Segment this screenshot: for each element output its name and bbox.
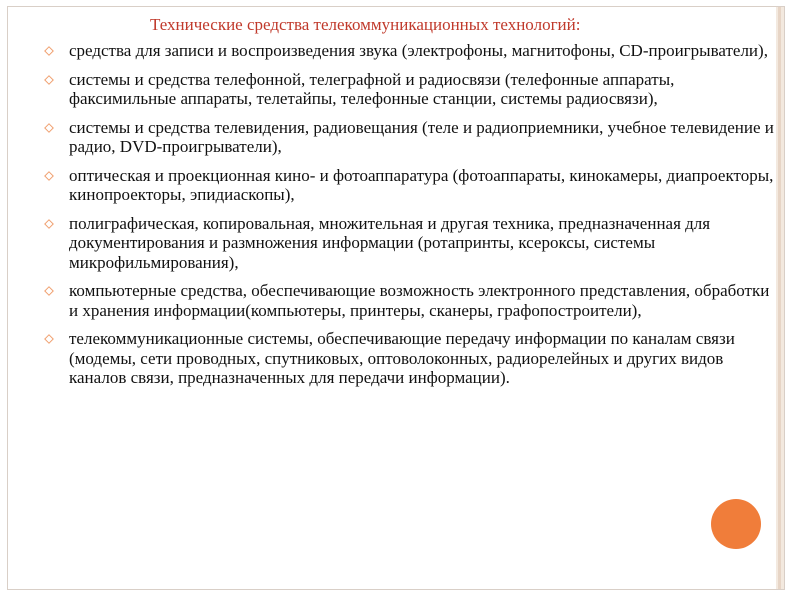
list-item: [44, 214, 779, 273]
hollow-diamond-icon: [44, 123, 54, 133]
hollow-diamond-icon: [44, 219, 54, 229]
list-item: [44, 166, 779, 205]
list-item: [44, 41, 779, 61]
list-item-text: полиграфическая, копировальная, множительная и другая техника, предназначенная для документирования и размножения информации (ротапринты, ксероксы, системы микрофильмирования),: [69, 213, 711, 272]
list-item-text: оптическая и проекционная кино- и фотоаппаратура (фотоаппараты, кинокамеры, диапроекторы, кинопроекторы, эпидиаскопы),: [69, 165, 774, 204]
list-item-text: телекоммуникационные системы, обеспечивающие передачу информации по каналам связи (модемы, сети проводных, спутниковых, оптоволоконных, радиорелейных и других видов каналов связи, предназначенных для передачи информации).: [69, 329, 735, 387]
hollow-diamond-icon: [44, 334, 54, 344]
bullet-list: [44, 41, 779, 397]
list-item-text: средства для записи и воспроизведения звука (электрофоны, магнитофоны, CD-проигрыватели),: [69, 41, 768, 60]
list-item: [44, 70, 779, 109]
hollow-diamond-icon: [44, 46, 54, 56]
list-item: [44, 281, 779, 320]
hollow-diamond-icon: [44, 286, 54, 296]
list-item: [44, 329, 779, 388]
list-item: [44, 118, 779, 157]
decorative-orange-circle: [711, 499, 761, 549]
list-item-text: компьютерные средства, обеспечивающие возможность электронного представления, обработки и хранения информации(компьютеры, принтеры, сканеры, графопостроители),: [69, 281, 770, 320]
list-item-text: системы и средства телевидения, радиовещания (теле и радиоприемники, учебное телевидение и радио, DVD-проигрыватели),: [69, 117, 774, 156]
hollow-diamond-icon: [44, 75, 54, 85]
hollow-diamond-icon: [44, 171, 54, 181]
slide-title: Технические средства телекоммуникационных технологий:: [150, 15, 581, 34]
list-item-text: системы и средства телефонной, телеграфной и радиосвязи (телефонные аппараты, факсимильные аппараты, телетайпы, телефонные станции, системы радиосвязи),: [69, 69, 675, 108]
